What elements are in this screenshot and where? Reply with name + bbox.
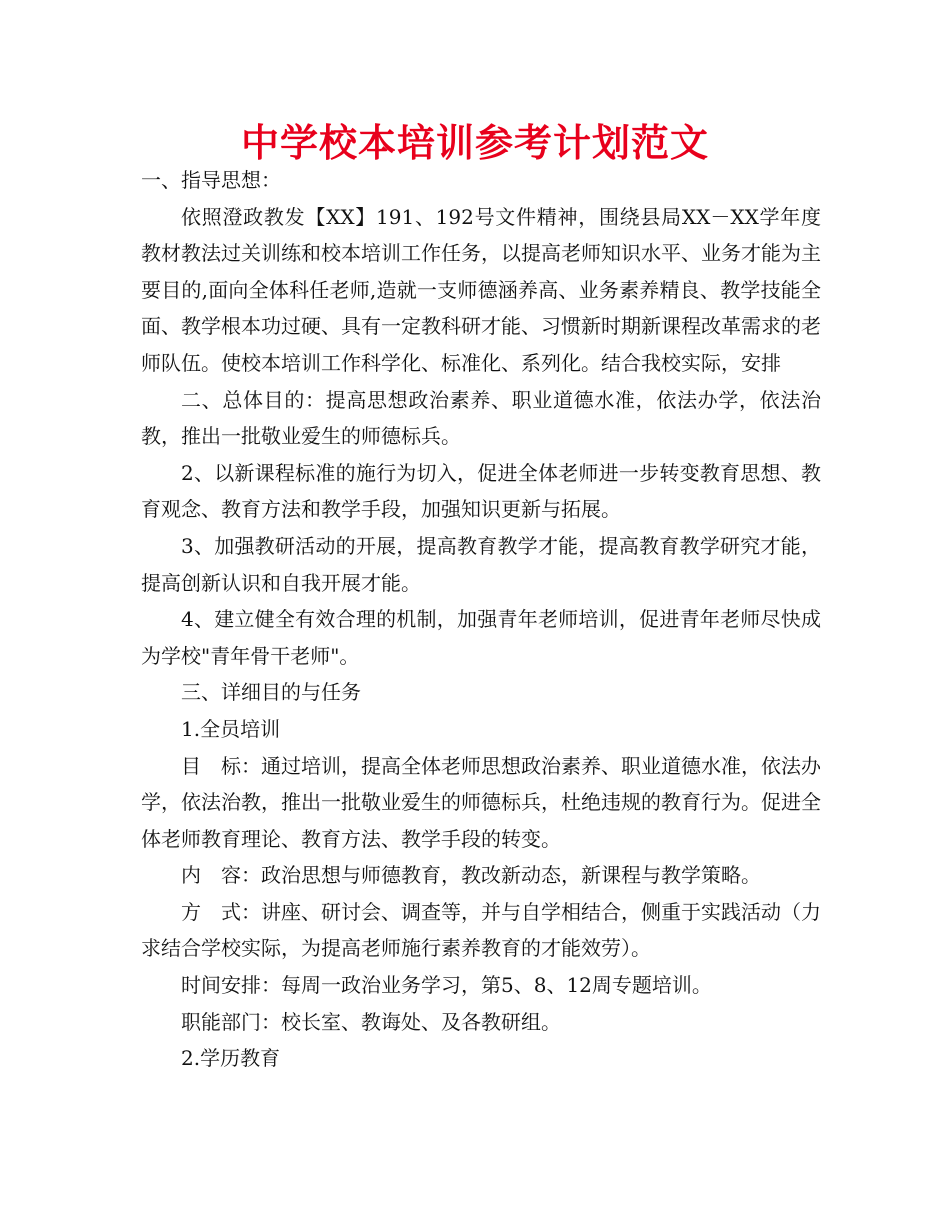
paragraph: 职能部门：校长室、教诲处、及各教研组。 (181, 1009, 561, 1034)
subsection-heading: 1.全员培训 (181, 716, 281, 741)
paragraph: 2、以新课程标准的施行为切入，促进全体老师进一步转变教育思想、教育观念、教育方法和教学手段，加强知识更新与拓展。 (141, 460, 821, 522)
paragraph: 4、建立健全有效合理的机制，加强青年老师培训，促进青年老师尽快成为学校"青年骨干老师"。 (141, 607, 821, 668)
document-title: 中学校本培训参考计划范文 (240, 120, 709, 165)
paragraph: 时间安排：每周一政治业务学习，第5、8、12周专题培训。 (181, 973, 712, 998)
paragraph: 依照澄政教发【XX】191、192号文件精神，围绕县局XX－XX学年度教材教法过关训练和校本培训工作任务，以提高老师知识水平、业务才能为主要目的,面向全体科任老师,造就一支师德涵养高、业务素养精良、教学技能全面、教学根本功过硬、具有一定教科研才能、习惯新时期新课程改革需求的老师队伍。使校本培训工作科学化、标准化、系列化。结合我校实际，安排 (141, 204, 821, 375)
subsection-heading: 2.学历教育 (181, 1046, 281, 1071)
paragraph: 内 容：政治思想与师德教育，教改新动态，新课程与教学策略。 (181, 863, 761, 888)
section-heading: 三、详细目的与任务 (181, 680, 361, 705)
document-body (141, 162, 821, 1077)
paragraph: 3、加强教研活动的开展，提高教育教学才能，提高教育教学研究才能，提高创新认识和自我开展才能。 (141, 533, 821, 595)
paragraph: 方 式：讲座、研讨会、调查等，并与自学相结合，侧重于实践活动（力求结合学校实际，为提高老师施行素养教育的才能效劳）。 (141, 899, 821, 961)
paragraph: 二、总体目的：提高思想政治素养、职业道德水准，依法办学，依法治教，推出一批敬业爱生的师德标兵。 (141, 387, 821, 449)
paragraph: 目 标：通过培训，提高全体老师思想政治素养、职业道德水准，依法办学，依法治教，推出一批敬业爱生的师德标兵，杜绝违规的教育行为。促进全体老师教育理论、教育方法、教学手段的转变。 (141, 753, 821, 851)
paragraph: 一、指导思想： (141, 168, 281, 192)
